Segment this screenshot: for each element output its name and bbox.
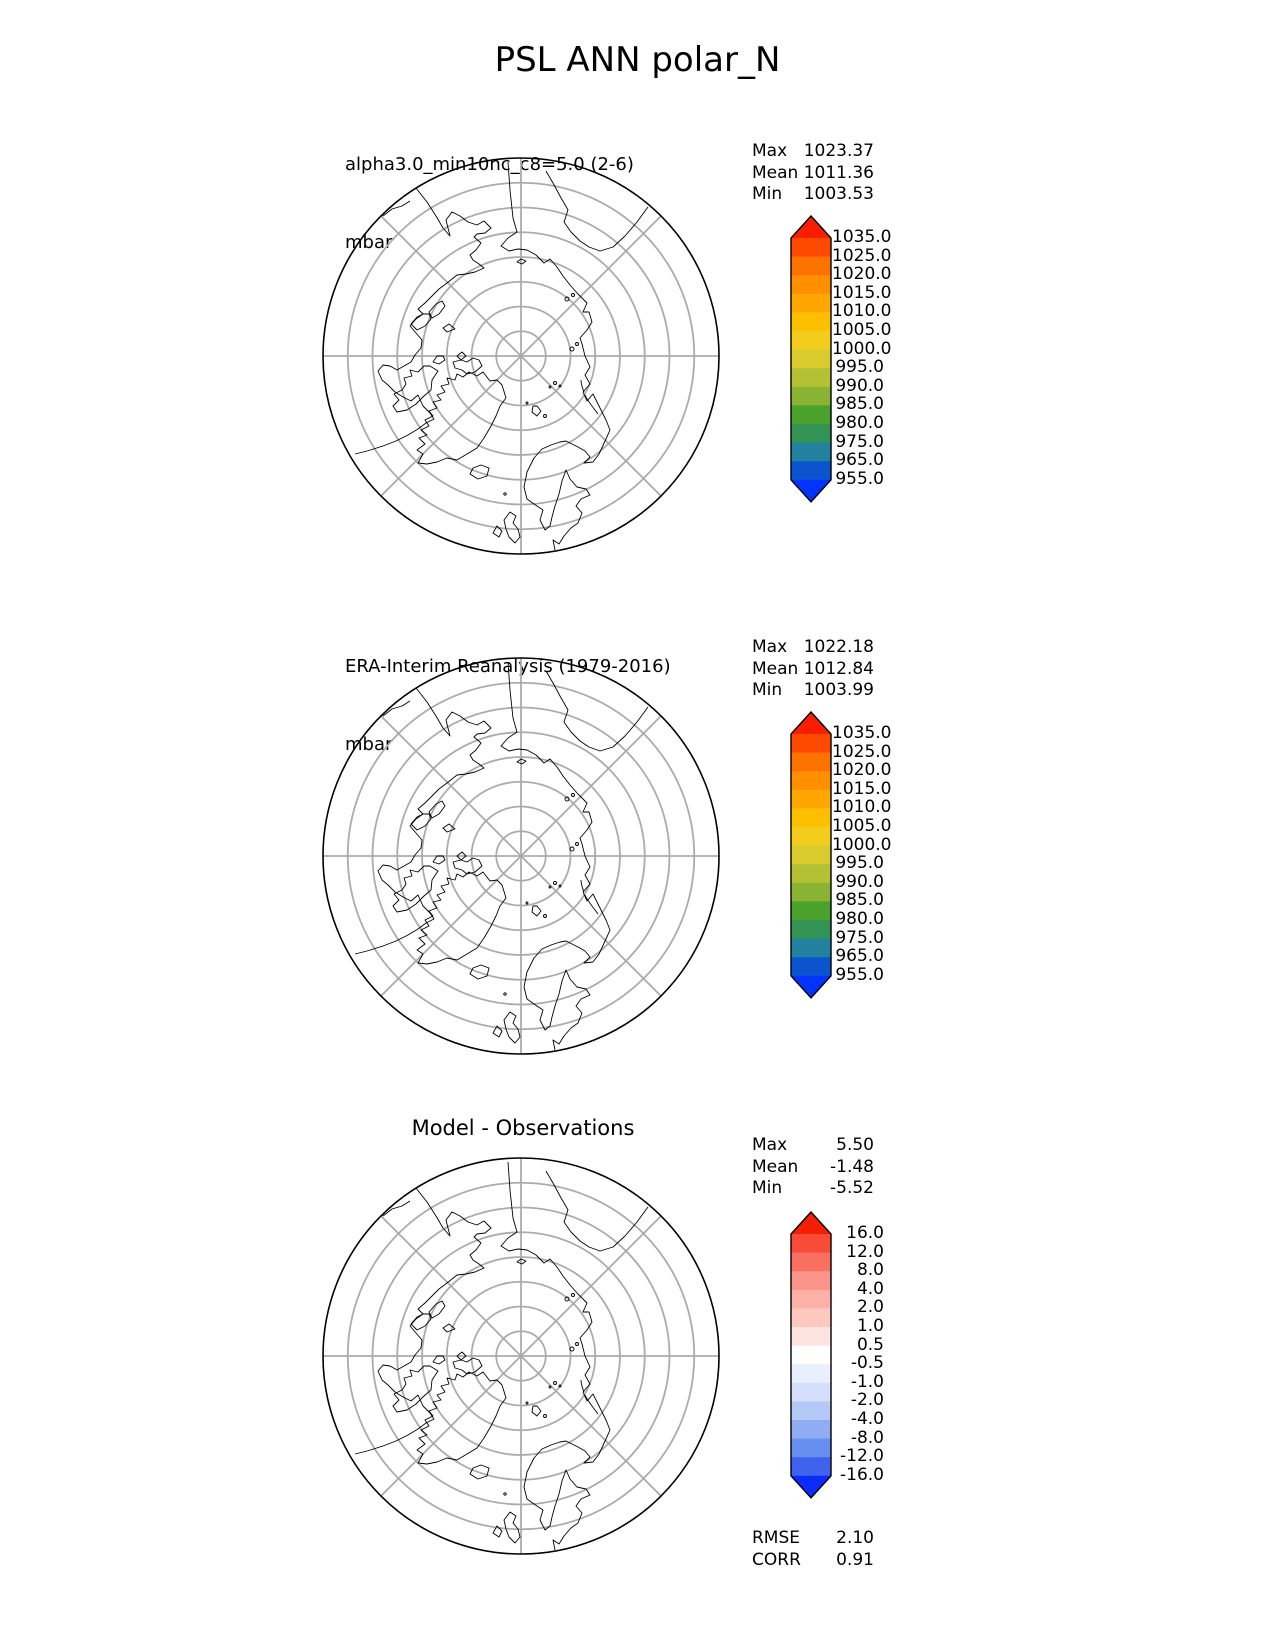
colorbar-band [791,957,831,976]
colorbar-tick-label: 985.0 [835,394,884,415]
colorbar-tick-label: -8.0 [850,1427,884,1448]
stat-min-label: Min [752,184,783,204]
colorbar-band [791,808,831,827]
colorbar-band [791,1290,831,1309]
colorbar-band [791,331,831,350]
colorbar-tick-label: -16.0 [840,1464,884,1485]
colorbar-band [791,312,831,331]
colorbar-tick-label: 2.0 [856,1297,884,1318]
colorbar-band [791,1327,831,1346]
colorbar-difference [790,1211,890,1503]
panel3-title: Model - Observations [411,1116,635,1140]
metric-rmse [752,1527,874,1549]
coast-devon [433,856,445,864]
stat-min [752,1178,874,1200]
colorbar-tick-label: -4.0 [850,1409,884,1429]
panel1-title: alpha3.0_min10nc_c8=5.0 (2-6) [345,154,634,175]
island-svalbard-w [526,902,528,904]
island-faroe [504,993,506,995]
coast-novaya-zemlya-s [585,895,598,914]
stat-min-label: Min [752,1178,783,1198]
stat-max-label: Max [752,141,788,161]
island-severnaya-2 [576,343,579,346]
colorbar-band [791,1234,831,1253]
colorbar-tick-label: 1020.0 [832,760,892,781]
coast-svalbard [532,906,541,916]
colorbar-band [791,443,831,462]
stat-mean-label: Mean [752,162,799,183]
colorbar-tick-label: 8.0 [856,1260,884,1281]
colorbar-tick-label: 980.0 [835,909,884,929]
colorbar-tick-label: 1005.0 [832,816,892,836]
map-slot-model [319,154,723,558]
polar-map [319,654,723,1058]
colorbar-tick-label: 4.0 [856,1278,884,1299]
coast-novaya-zemlya-s [585,395,598,414]
colorbar-tick-label: 1010.0 [832,797,892,818]
colorbar-arrow-top [791,712,831,734]
polar-map [319,1154,723,1558]
colorbar-band [791,827,831,846]
colorbar-tick-label: 975.0 [835,431,884,452]
coast-ellesmere [453,1358,482,1374]
graticule [323,158,719,554]
colorbar-band [791,920,831,939]
coast-alaska-pen [383,201,410,216]
colorbar-tick-label: 985.0 [835,890,884,911]
coast-novaya-zemlya-n [581,380,584,392]
colorbar-band [791,753,831,772]
polar-map [319,154,723,558]
stat-mean-value: 1012.84 [803,658,874,679]
colorbar-tick-label: 1.0 [856,1316,884,1336]
stat-max-label: Max [752,1135,788,1155]
island-faroe [504,1493,506,1495]
island-svalbard-w [526,1402,528,1404]
colorbar-observations [790,711,890,1003]
island-svalbard-w [526,402,528,404]
island-fjl-1 [554,1382,557,1385]
coast-devon [433,356,445,364]
panel3-stats [752,1135,874,1200]
stat-mean-label: Mean [752,1156,799,1177]
stat-min-value: 1003.99 [803,680,874,700]
stat-min-value: 1003.53 [803,184,874,204]
colorbar-tick-label: 1015.0 [832,778,892,799]
map-slot-difference [319,1154,723,1558]
colorbar-tick-label: 955.0 [835,468,884,489]
colorbar-arrow-bottom [791,480,831,502]
stat-max [752,141,874,163]
colorbar-tick-label: -2.0 [850,1390,884,1411]
colorbar-tick-label: 1035.0 [832,227,892,247]
colorbar-band [791,883,831,902]
island-svalbard-e [544,915,547,918]
colorbar-tick-label: 965.0 [835,946,884,967]
stat-min [752,184,874,206]
colorbar-arrow-top [791,1212,831,1234]
colorbar-tick-label: 1000.0 [832,338,892,359]
metric-rmse-label: RMSE [752,1528,801,1548]
coast-svalbard [532,1406,541,1416]
colorbar-band [791,1271,831,1290]
colorbar-tick-label: 965.0 [835,450,884,471]
colorbar-bar [790,711,832,999]
panel1-units: mbar [345,232,393,253]
colorbar-band [791,939,831,958]
stat-mean [752,163,874,185]
colorbar-tick-label: -12.0 [840,1446,884,1467]
coast-baffin [393,866,438,912]
colorbar-band [791,1383,831,1402]
stat-max [752,637,874,659]
colorbar-tick-label: 975.0 [835,927,884,948]
panel2-units: mbar [345,734,393,755]
island-fjl-3 [549,386,551,388]
colorbar-band [791,1420,831,1439]
coast-britain [504,512,520,543]
colorbar-band [791,1401,831,1420]
panel2-title: ERA-Interim Reanalysis (1979-2016) [345,656,671,677]
metric-corr [752,1549,874,1571]
island-severnaya-2 [576,843,579,846]
island-fjl-3 [549,1386,551,1388]
colorbar-band [791,771,831,790]
stat-mean [752,1157,874,1179]
stat-min [752,680,874,702]
colorbar-tick-label: 980.0 [835,413,884,433]
colorbar-band [791,901,831,920]
colorbar-tick-label: 1010.0 [832,301,892,322]
colorbar-tick-label: 1000.0 [832,834,892,855]
colorbar-tick-label: 1035.0 [832,723,892,743]
stat-max-value: 1022.18 [803,637,874,657]
colorbar-bar [790,1211,832,1499]
colorbar-tick-label: -1.0 [850,1371,884,1392]
colorbar-tick-label: 12.0 [846,1241,884,1262]
stat-mean [752,659,874,681]
coast-baffin [393,366,438,412]
island-faroe [504,493,506,495]
colorbar-band [791,1346,831,1365]
map-slot-observations [319,654,723,1058]
colorbar-band [791,1308,831,1327]
panel2-stats [752,637,874,702]
stat-min-label: Min [752,680,783,700]
colorbar-tick-label: 1025.0 [832,741,892,762]
coast-alaska-pen [383,701,410,716]
stat-max-value: 5.50 [836,1135,874,1155]
colorbar-band [791,846,831,865]
colorbar-band [791,1253,831,1272]
colorbar-tick-label: 16.0 [846,1223,884,1243]
coast-ellesmere [453,858,482,874]
stat-max-value: 1023.37 [803,141,874,161]
metric-rmse-value: 2.10 [836,1528,874,1548]
coast-america [355,1188,491,1454]
colorbar-band [791,387,831,406]
colorbar-arrow-bottom [791,1476,831,1498]
colorbar-tick-label: 1020.0 [832,264,892,285]
metric-corr-value: 0.91 [836,1550,874,1570]
island-fjl-1 [554,382,557,385]
colorbar-bar [790,215,832,503]
island-svalbard-e [544,1415,547,1418]
colorbar-band [791,461,831,480]
island-svalbard-e [544,415,547,418]
coast-baffin [393,1366,438,1412]
island-fjl-3 [549,886,551,888]
colorbar-tick-label: 1005.0 [832,320,892,340]
colorbar-arrow-top [791,216,831,238]
colorbar-tick-label: 990.0 [835,871,884,892]
colorbar-band [791,257,831,276]
island-newsiberian-2 [572,794,575,797]
island-newsiberian-2 [572,294,575,297]
colorbar-arrow-bottom [791,976,831,998]
island-newsiberian-2 [572,1294,575,1297]
colorbar-band [791,275,831,294]
colorbar-band [791,405,831,424]
graticule [323,1158,719,1554]
coast-britain [504,1512,520,1543]
colorbar-band [791,1439,831,1458]
colorbar-tick-label: 1015.0 [832,282,892,303]
page-title: PSL ANN polar_N [494,40,781,80]
coast-america [355,688,491,954]
stat-max-label: Max [752,637,788,657]
colorbar-band [791,350,831,369]
coast-ellesmere [453,358,482,374]
colorbar-tick-label: -0.5 [850,1353,884,1374]
coast-britain [504,1012,520,1043]
skill-metrics [752,1527,874,1571]
stat-max [752,1135,874,1157]
stat-mean-label: Mean [752,658,799,679]
coast-alaska-pen [383,1201,410,1216]
island-fjl-1 [554,882,557,885]
colorbar-tick-label: 0.5 [856,1334,884,1355]
coast-svalbard [532,406,541,416]
coast-novaya-zemlya-s [585,1395,598,1414]
coast-devon [433,1356,445,1364]
graticule [323,658,719,1054]
colorbar-tick-label: 1025.0 [832,245,892,266]
coast-america [355,188,491,454]
metric-corr-label: CORR [752,1550,801,1570]
panel1-stats [752,141,874,206]
island-severnaya-2 [576,1343,579,1346]
coast-novaya-zemlya-n [581,1380,584,1392]
colorbar-tick-label: 990.0 [835,375,884,396]
colorbar-band [791,368,831,387]
stat-mean-value: -1.48 [830,1156,874,1177]
colorbar-tick-label: 995.0 [835,853,884,874]
colorbar-tick-label: 955.0 [835,964,884,985]
colorbar-band [791,1457,831,1476]
colorbar-band [791,864,831,883]
colorbar-band [791,238,831,257]
colorbar-band [791,1364,831,1383]
colorbar-band [791,294,831,313]
colorbar-band [791,424,831,443]
colorbar-band [791,734,831,753]
stat-mean-value: 1011.36 [803,162,874,183]
colorbar-model [790,215,890,507]
stat-min-value: -5.52 [830,1178,874,1198]
coast-novaya-zemlya-n [581,880,584,892]
colorbar-tick-label: 995.0 [835,357,884,378]
colorbar-band [791,790,831,809]
